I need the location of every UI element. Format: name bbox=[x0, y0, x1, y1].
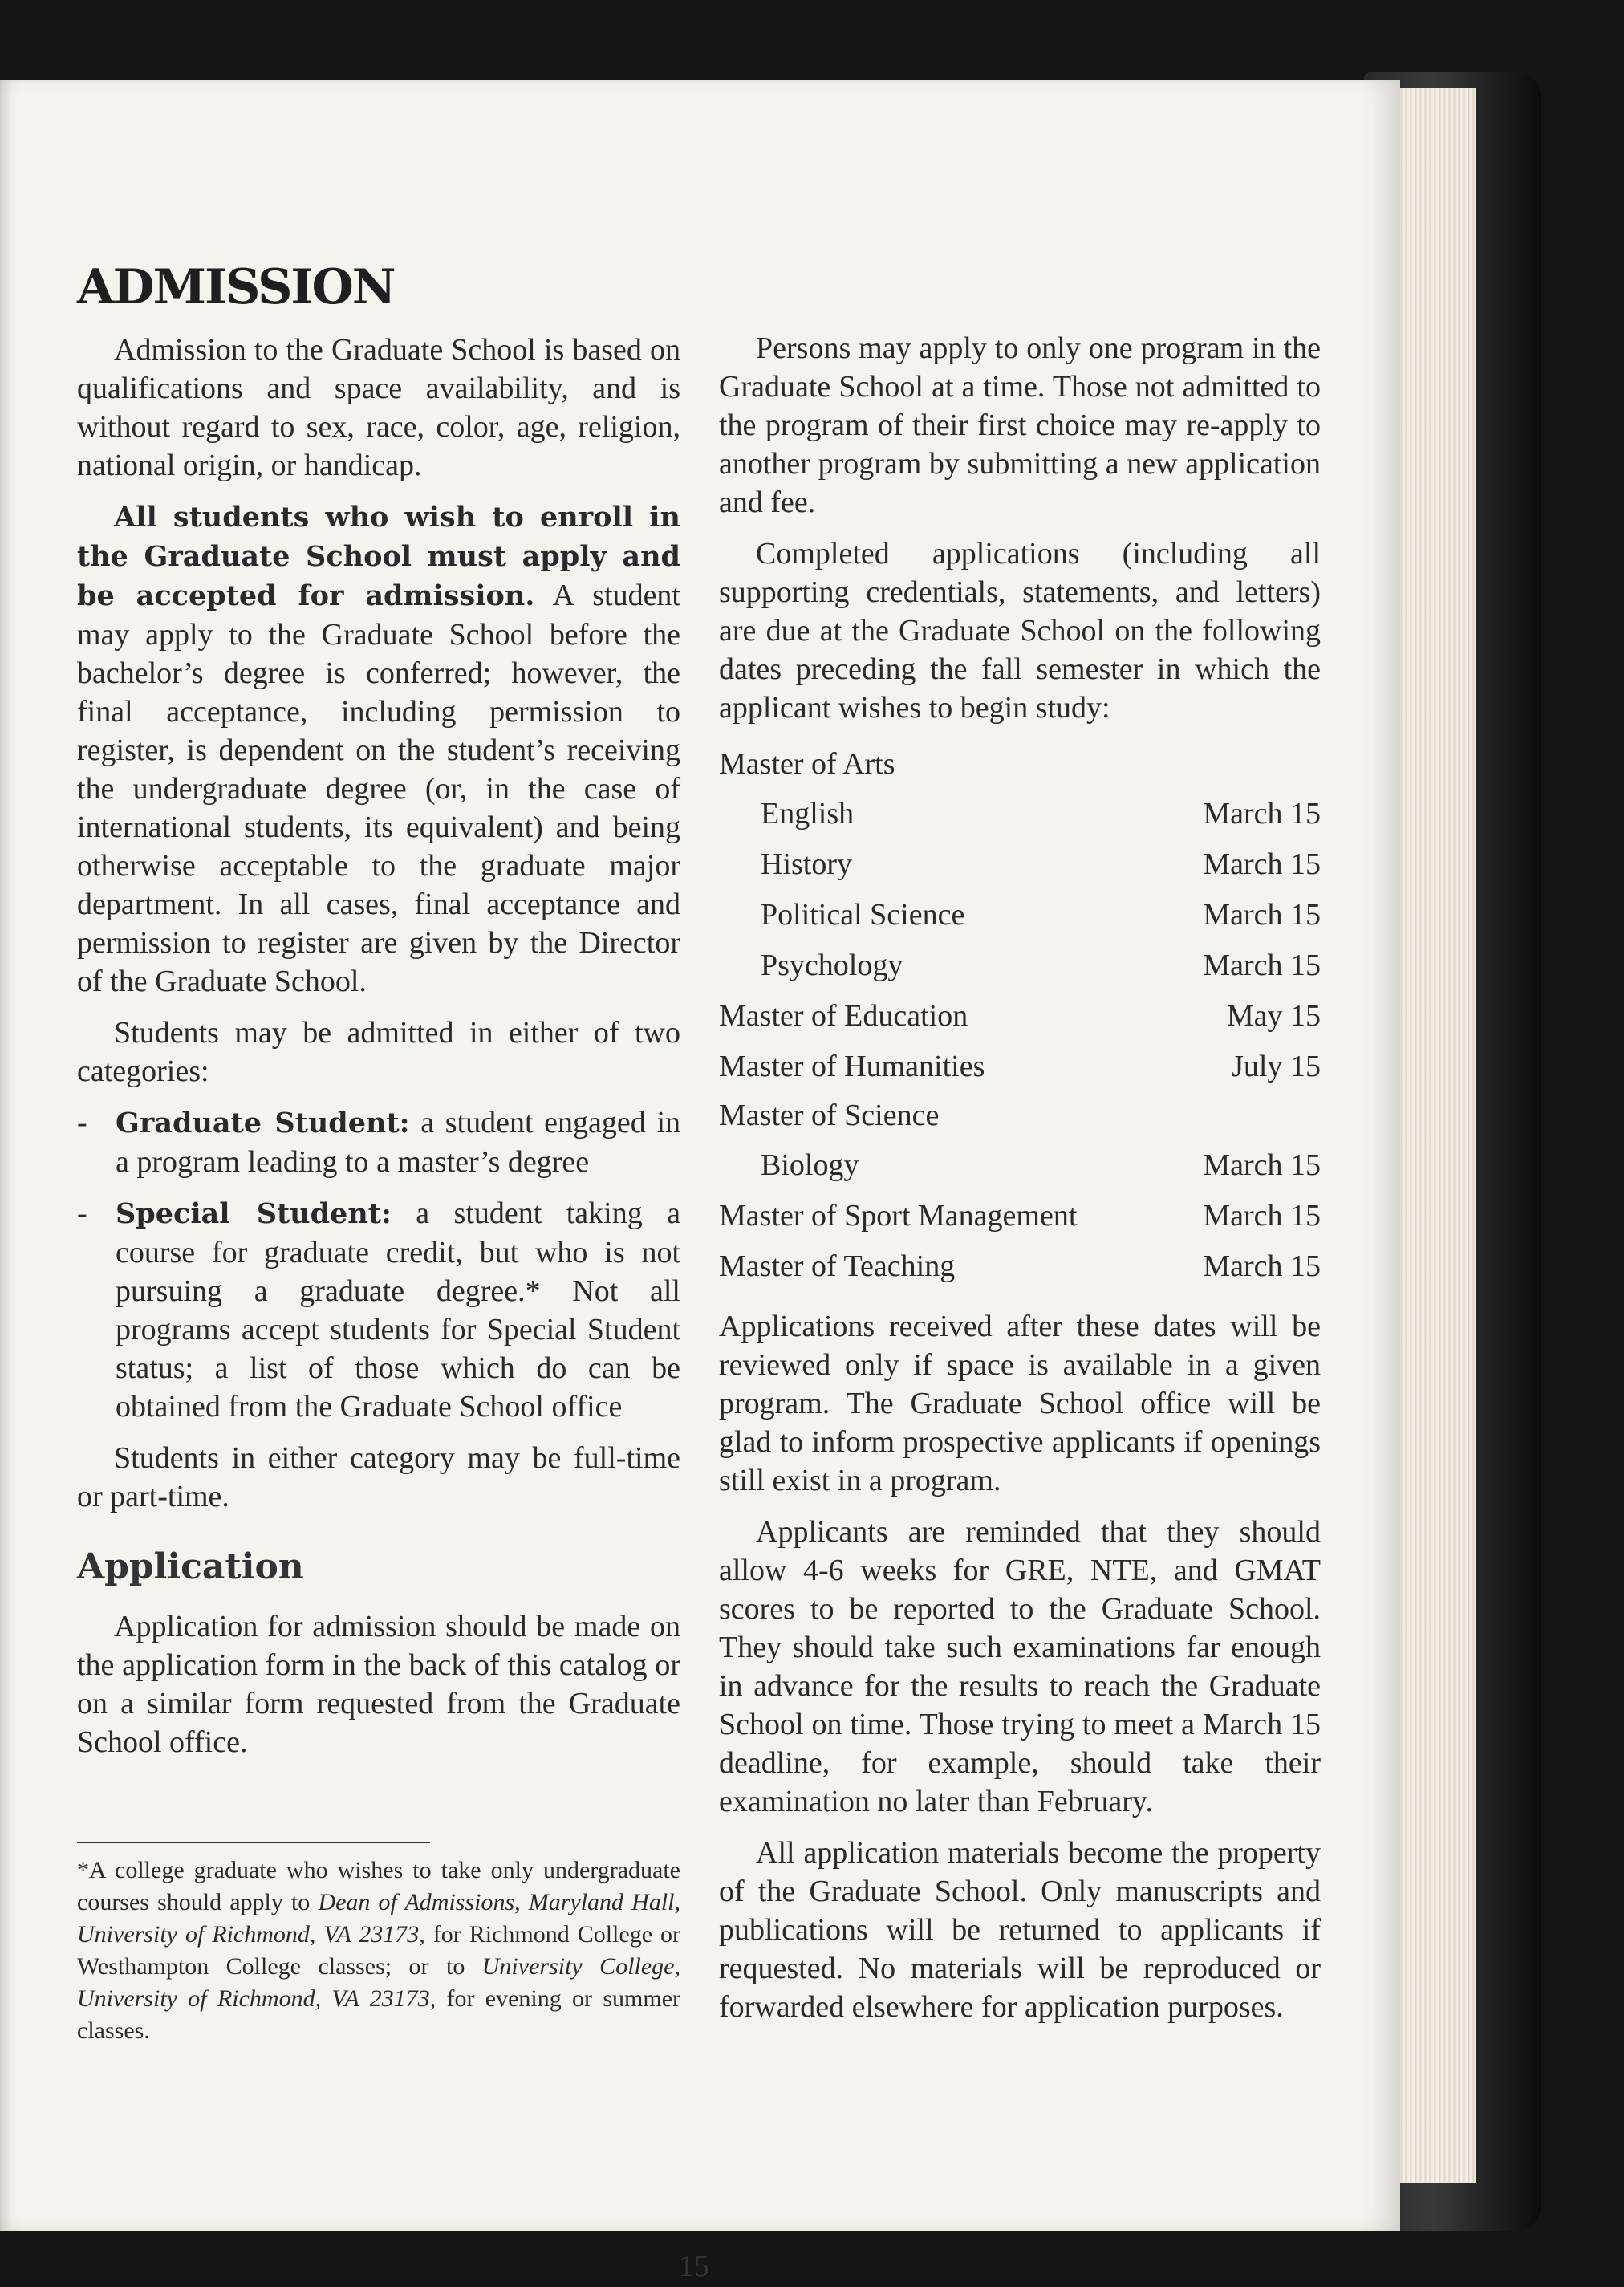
category-special-student bbox=[77, 1194, 680, 1426]
deadline-row bbox=[719, 788, 1321, 839]
deadline-table bbox=[719, 740, 1321, 1291]
deadline-date: March 15 bbox=[1203, 796, 1321, 831]
deadline-date: March 15 bbox=[1203, 948, 1321, 982]
left-column bbox=[77, 255, 680, 2047]
deadline-row bbox=[719, 940, 1321, 990]
admission-policy-paragraph: Admission to the Graduate School is based on qualifications and space availability, and is without regard to sex, race, color, age, religion, national origin, or handicap. bbox=[77, 333, 680, 482]
deadline-date: May 15 bbox=[1226, 998, 1321, 1033]
deadline-date: March 15 bbox=[1203, 847, 1321, 881]
degree-heading-arts: Master of Arts bbox=[719, 747, 895, 781]
late-applications-paragraph: Applications received after these dates will be reviewed only if space is available in a given program. The Graduate School office will be glad to inform prospective applicants if openings still exist in a program. bbox=[719, 1310, 1321, 1497]
program-name: Political Science bbox=[761, 897, 965, 932]
deadline-row bbox=[719, 839, 1321, 889]
footnote-address: University College, University of Richmond, VA 23173, bbox=[77, 1953, 680, 2012]
degree-heading-science: Master of Science bbox=[719, 1099, 940, 1132]
category-graduate-student bbox=[77, 1103, 680, 1181]
footnote bbox=[77, 1854, 680, 2047]
catalog-page bbox=[0, 80, 1400, 2283]
categories-intro-paragraph: Students may be admitted in either of two categories: bbox=[77, 1016, 680, 1088]
deadlines-intro-paragraph: Completed applications (including all supporting credentials, statements, and letters) are due at the Graduate School on the following dates preceding the fall semester in which the applicant wishes to begin study: bbox=[719, 537, 1321, 725]
deadline-date: March 15 bbox=[1203, 1198, 1321, 1233]
deadline-date: March 15 bbox=[1203, 897, 1321, 932]
program-name: Psychology bbox=[761, 948, 903, 982]
enrollment-requirement-paragraph bbox=[77, 498, 680, 1001]
program-name: History bbox=[761, 847, 852, 881]
student-status-paragraph: Students in either category may be full-time or part-time. bbox=[77, 1441, 680, 1513]
program-name: Master of Teaching bbox=[719, 1249, 956, 1283]
application-paragraph: Application for admission should be made on the application form in the back of this catalog or on a similar form requested from the Graduate School office. bbox=[77, 1610, 680, 1759]
admission-heading: ADMISSION bbox=[77, 259, 395, 315]
program-name: Biology bbox=[761, 1148, 859, 1182]
program-name: Master of Sport Management bbox=[719, 1198, 1078, 1233]
footnote-text: *A college graduate who wishes to take only undergraduate courses should apply to bbox=[77, 1857, 680, 1915]
program-name: English bbox=[761, 796, 855, 831]
deadline-row bbox=[719, 1139, 1321, 1190]
footnote-address: Dean of Admissions, Maryland Hall, University of Richmond, VA 23173, bbox=[77, 1889, 681, 1948]
right-column bbox=[719, 329, 1321, 2039]
category-description: a student taking a course for graduate credit, but who is not pursuing a graduate degree.* Not all programs accept students for Special Student status; a list of those which do can be obtained from the Graduate School office bbox=[116, 1196, 680, 1424]
list-dash: - bbox=[77, 1106, 87, 1139]
one-program-paragraph: Persons may apply to only one program in the Graduate School at a time. Those not admitted to the program of their first choice may re-apply to another program by submitting a new application and fee. bbox=[719, 331, 1321, 519]
program-name: Master of Education bbox=[719, 998, 968, 1033]
deadline-row bbox=[719, 1041, 1321, 1091]
deadline-date: March 15 bbox=[1203, 1148, 1321, 1182]
application-heading: Application bbox=[77, 1546, 304, 1587]
program-name: Master of Humanities bbox=[719, 1049, 985, 1083]
deadline-date: March 15 bbox=[1203, 1249, 1321, 1283]
enrollment-requirement-text: A student may apply to the Graduate School before the bachelor’s degree is conferred; however, the final acceptance, including permission to register, is dependent on the student’s receiving the undergraduate degree (or, in the case of international students, its equivalent) and being otherwise acceptable to the graduate major department. In all cases, final acceptance and permission to register are given by the Director of the Graduate School. bbox=[77, 579, 680, 998]
deadline-date: July 15 bbox=[1232, 1049, 1321, 1083]
deadline-row bbox=[719, 990, 1321, 1041]
list-dash: - bbox=[77, 1196, 87, 1230]
category-description: a student engaged in a program leading to a master’s degree bbox=[116, 1106, 681, 1179]
deadline-row bbox=[719, 1190, 1321, 1241]
page-number: 15 bbox=[679, 2249, 709, 2283]
deadline-row bbox=[719, 1241, 1321, 1291]
category-term: Graduate Student: bbox=[116, 1107, 410, 1139]
materials-property-paragraph: All application materials become the property of the Graduate School. Only manuscripts and publications will be returned to applicants if requested. No materials will be reproduced or forwarded elsewhere for application purposes. bbox=[719, 1836, 1321, 2024]
footnote-text: for Richmond College or Westhampton College classes; or to bbox=[77, 1921, 681, 1980]
category-term: Special Student: bbox=[116, 1197, 392, 1230]
test-scores-paragraph: Applicants are reminded that they should allow 4-6 weeks for GRE, NTE, and GMAT scores to be reported to the Graduate School. They should take such examinations far enough in advance for the results to reach the Graduate School on time. Those trying to meet a March 15 deadline, for example, should take their examination no later than February. bbox=[719, 1515, 1321, 1818]
deadline-row bbox=[719, 889, 1321, 940]
footnote-text: for evening or summer classes. bbox=[77, 1985, 681, 2044]
page-edges bbox=[1388, 88, 1476, 2183]
footnote-divider bbox=[77, 1842, 430, 1843]
enrollment-requirement-bold: All students who wish to enroll in the Graduate School must apply and be accepted for admission. bbox=[77, 501, 680, 612]
